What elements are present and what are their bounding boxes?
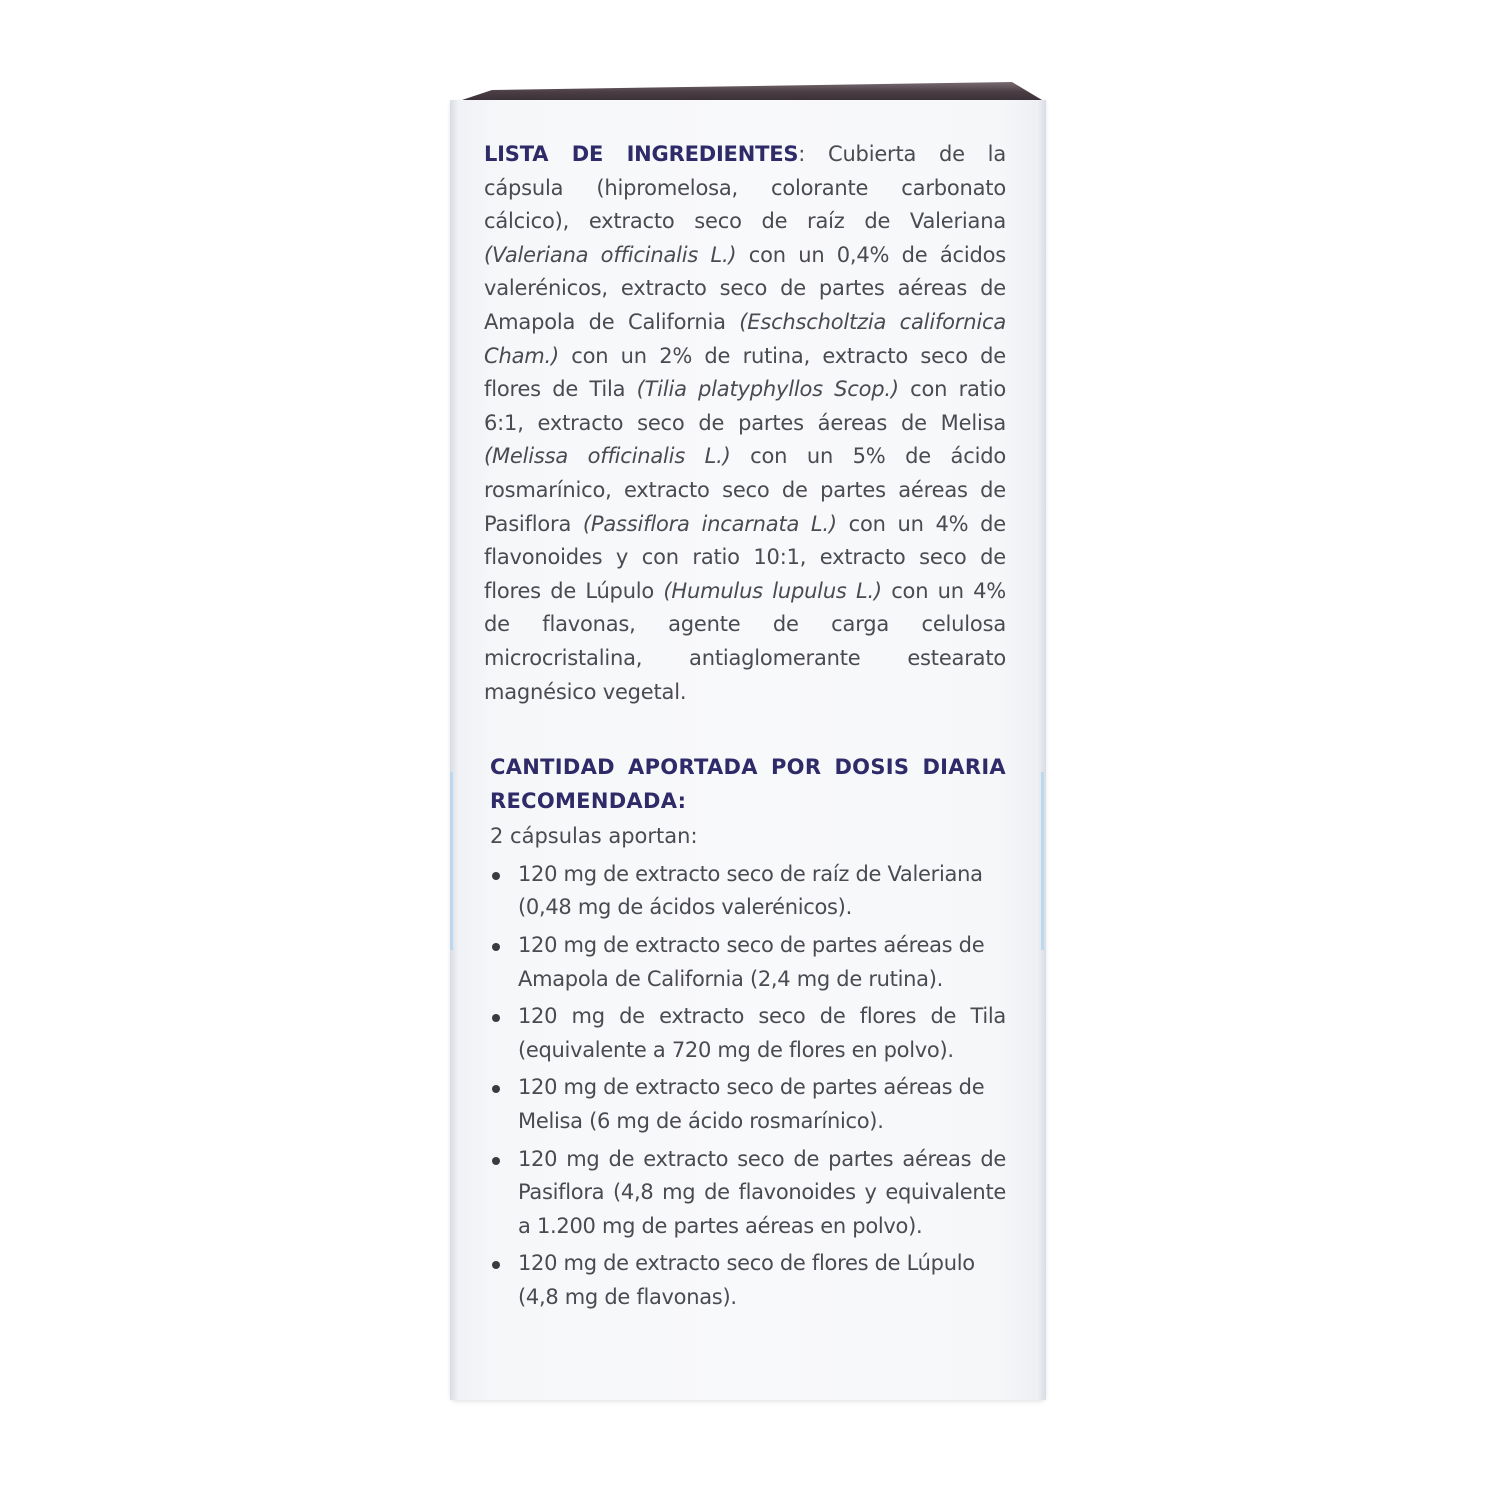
dosage-list <box>484 858 1006 1315</box>
botanical-name: (Eschscholtzia californica Cham.) <box>484 309 1006 368</box>
ingredients-text: con un 4% de flavonas, agente de carga celulosa microcristalina, antiaglomerante estearato magnésico vegetal. <box>484 578 1006 704</box>
bullet-icon <box>492 1014 500 1022</box>
dosage-item-text: 120 mg de extracto seco de partes aéreas de Pasiflora (4,8 mg de flavonoides y equivalente a 1.200 mg de partes aéreas en polvo). <box>518 1146 1006 1238</box>
bullet-icon <box>492 1261 500 1269</box>
ingredients-heading: LISTA DE INGREDIENTES <box>484 142 799 166</box>
dosage-heading: CANTIDAD APORTADA POR DOSIS DIARIA RECOMENDADA: <box>490 755 1006 813</box>
dosage-item-melisa <box>484 1071 1006 1138</box>
botanical-name: (Tilia platyphyllos Scop.) <box>636 377 899 402</box>
bullet-icon <box>492 872 500 880</box>
ingredients-text: : Cubierta de la cápsula (hipromelosa, colorante carbonato cálcico), extracto seco de raíz de Valeriana <box>484 142 1006 234</box>
ingredients-text: con un 5% de ácido rosmarínico, extracto seco de partes aéreas de Pasiflora <box>484 444 1006 536</box>
box-left-edge-shadow <box>450 100 458 1400</box>
ingredients-text: con un 2% de rutina, extracto seco de flores de Tila <box>484 343 1006 402</box>
botanical-name: (Valeriana officinalis L.) <box>484 242 737 267</box>
dosage-item-text: 120 mg de extracto seco de flores de Lúpulo (4,8 mg de flavonas). <box>518 1251 975 1309</box>
dosage-item-pasiflora <box>484 1143 1006 1244</box>
box-side-panel <box>450 100 1046 1400</box>
dosage-intro: 2 cápsulas aportan: <box>490 824 698 849</box>
ingredients-body <box>484 142 1006 704</box>
botanical-name: (Melissa officinalis L.) <box>484 444 731 469</box>
bullet-icon <box>492 1085 500 1093</box>
dosage-item-text: 120 mg de extracto seco de raíz de Valeriana (0,48 mg de ácidos valerénicos). <box>518 861 983 920</box>
dosage-item-amapola <box>484 929 1006 996</box>
dosage-item-text: 120 mg de extracto seco de partes aéreas de Amapola de California (2,4 mg de rutina). <box>518 933 985 991</box>
dosage-item-text: 120 mg de extracto seco de flores de Tila (equivalente a 720 mg de flores en polvo). <box>518 1004 1006 1062</box>
botanical-name: (Passiflora incarnata L.) <box>582 511 837 536</box>
dosage-item-valeriana <box>484 858 1006 925</box>
bullet-icon <box>492 943 500 951</box>
bullet-icon <box>492 1157 500 1165</box>
ingredients-text: con un 0,4% de ácidos valerénicos, extracto seco de partes aéreas de Amapola de California <box>484 242 1006 334</box>
dosage-item-tila <box>484 1000 1006 1067</box>
dosage-item-text: 120 mg de extracto seco de partes aéreas de Melisa (6 mg de ácido rosmarínico). <box>518 1075 985 1134</box>
blue-accent-strip-left <box>450 772 453 950</box>
label-text <box>484 138 1006 1319</box>
ingredients-text: con ratio 6:1, extracto seco de partes áereas de Melisa <box>484 377 1006 435</box>
box-right-edge-shadow <box>1038 100 1046 1400</box>
ingredients-text: con un 4% de flavonoides y con ratio 10:1, extracto seco de flores de Lúpulo <box>484 511 1006 603</box>
ingredients-paragraph <box>484 138 1006 709</box>
blue-accent-strip-right <box>1041 772 1044 950</box>
dosage-item-lupulo <box>484 1247 1006 1314</box>
botanical-name: (Humulus lupulus L.) <box>663 578 882 603</box>
